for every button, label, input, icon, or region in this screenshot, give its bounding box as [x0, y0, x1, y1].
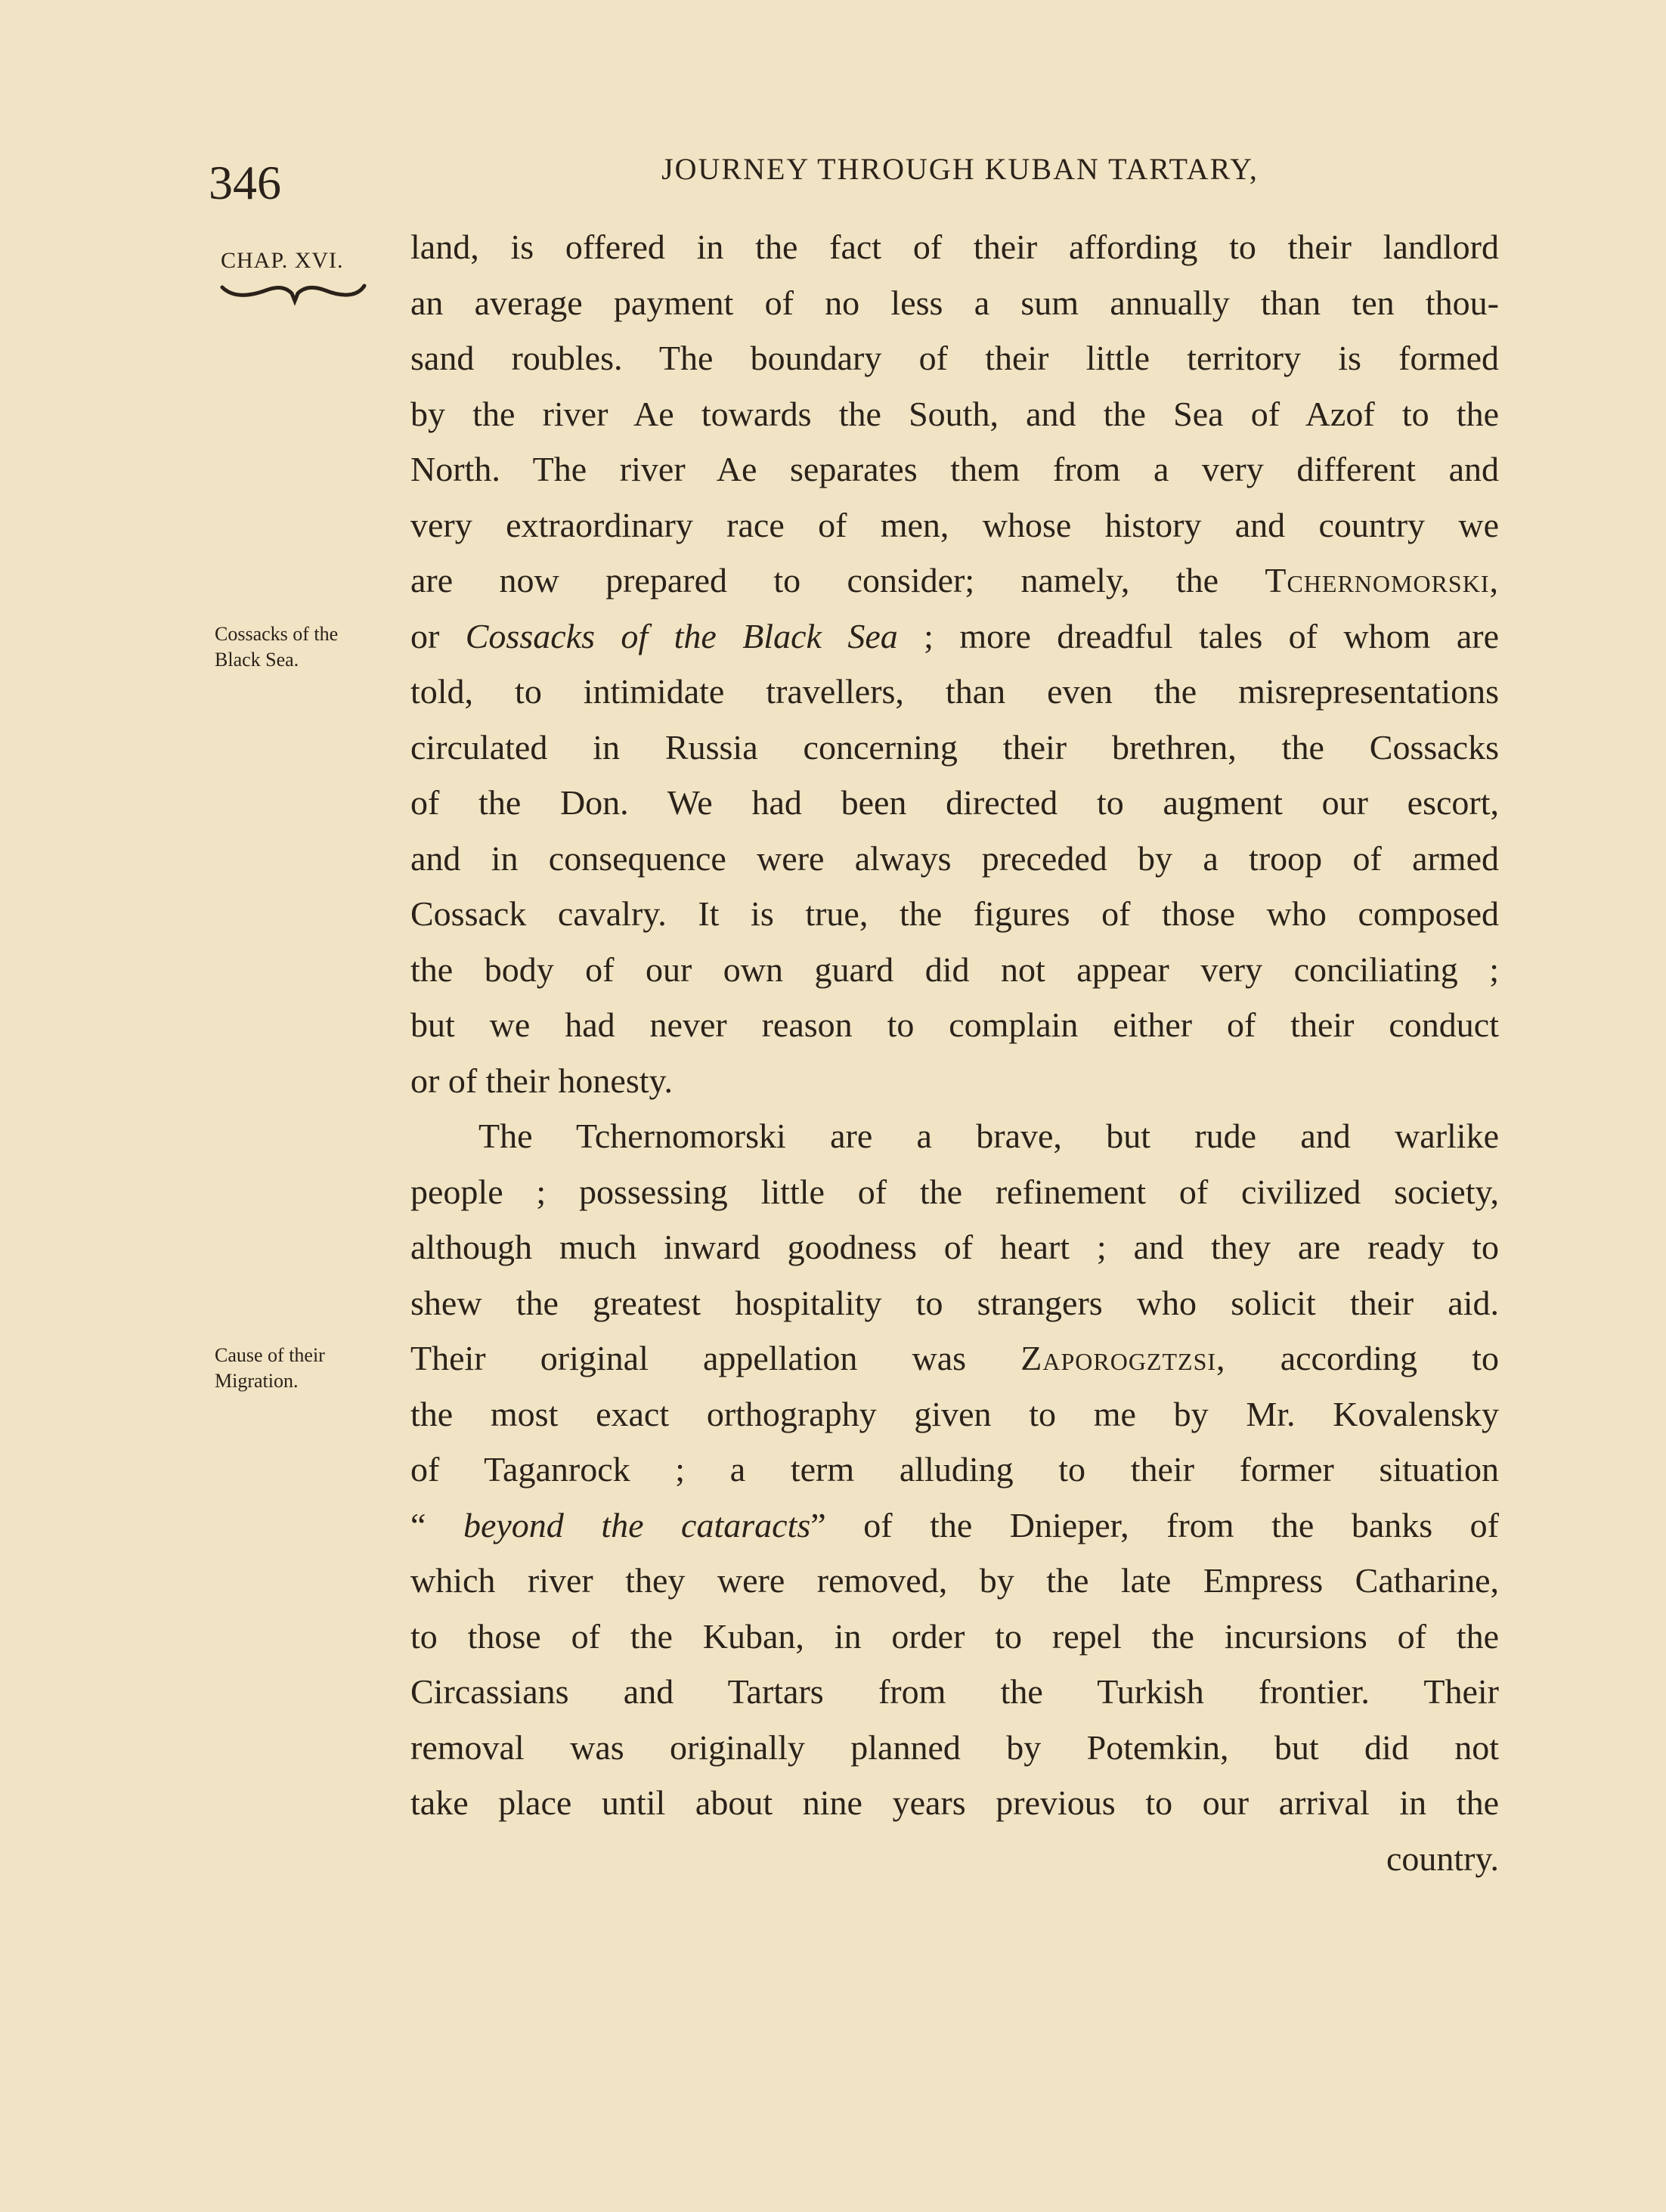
text-line: Cossack cavalry. It is true, the figures of those who composed	[410, 894, 1499, 933]
text-line: or Cossacks of the Black Sea ; more dreadful tales of whom are	[410, 616, 1499, 655]
text-line: sand roubles. The boundary of their little territory is formed	[410, 339, 1499, 377]
text-line: although much inward goodness of heart ; and they are ready to	[410, 1228, 1499, 1266]
page-number: 346	[209, 156, 281, 209]
text-line: people ; possessing little of the refinement of civilized society,	[410, 1172, 1499, 1211]
text-line: told, to intimidate travellers, than even the misrepresentations	[410, 672, 1499, 711]
text-line: but we had never reason to complain either of their conduct	[410, 1005, 1499, 1044]
text-line: which river they were removed, by the late Empress Catharine,	[410, 1561, 1499, 1600]
body-text	[410, 219, 1499, 1886]
chapter-label: CHAP. XVI.	[221, 248, 344, 273]
text-line: land, is offered in the fact of their affording to their landlord	[410, 228, 1499, 266]
running-title: JOURNEY THROUGH KUBAN TARTARY,	[661, 152, 1259, 186]
text-line: by the river Ae towards the South, and the Sea of Azof to the	[410, 394, 1499, 433]
flourish-ornament	[219, 278, 367, 308]
text-line: of Taganrock ; a term alluding to their former situation	[410, 1450, 1499, 1489]
text-line: country.	[1386, 1839, 1499, 1878]
text-line: take place until about nine years previous to our arrival in the	[410, 1783, 1499, 1822]
margin-note-cossacks: Cossacks of the Black Sea.	[215, 623, 339, 671]
text-line: shew the greatest hospitality to strangers who solicit their aid.	[410, 1283, 1499, 1322]
text-line: the most exact orthography given to me by Mr. Kovalensky	[410, 1394, 1499, 1433]
text-line: to those of the Kuban, in order to repel the incursions of the	[410, 1616, 1499, 1656]
text-line: very extraordinary race of men, whose history and country we	[410, 505, 1499, 544]
text-line: and in consequence were always preceded by a troop of armed	[410, 838, 1499, 878]
text-line: the body of our own guard did not appear very conciliating ;	[410, 950, 1499, 989]
text-line: removal was originally planned by Potemkin, but did not	[410, 1727, 1499, 1767]
text-line: an average payment of no less a sum annually than ten thou-	[410, 283, 1499, 322]
text-line: circulated in Russia concerning their brethren, the Cossacks	[410, 727, 1499, 767]
text-line: of the Don. We had been directed to augment our escort,	[410, 783, 1499, 822]
text-line: Circassians and Tartars from the Turkish frontier. Their	[410, 1672, 1499, 1711]
text-line: or of their honesty.	[410, 1061, 674, 1100]
text-line: are now prepared to consider; namely, the Tchernomorski,	[410, 561, 1499, 599]
text-line: Their original appellation was Zaporogztzsi, according to	[410, 1339, 1499, 1377]
text-line: The Tchernomorski are a brave, but rude and warlike	[478, 1117, 1499, 1155]
text-line: North. The river Ae separates them from a very different and	[410, 450, 1499, 488]
margin-note-migration: Cause of their Migration.	[215, 1344, 325, 1392]
text-line: “ beyond the cataracts” of the Dnieper, from the banks of	[410, 1505, 1500, 1544]
